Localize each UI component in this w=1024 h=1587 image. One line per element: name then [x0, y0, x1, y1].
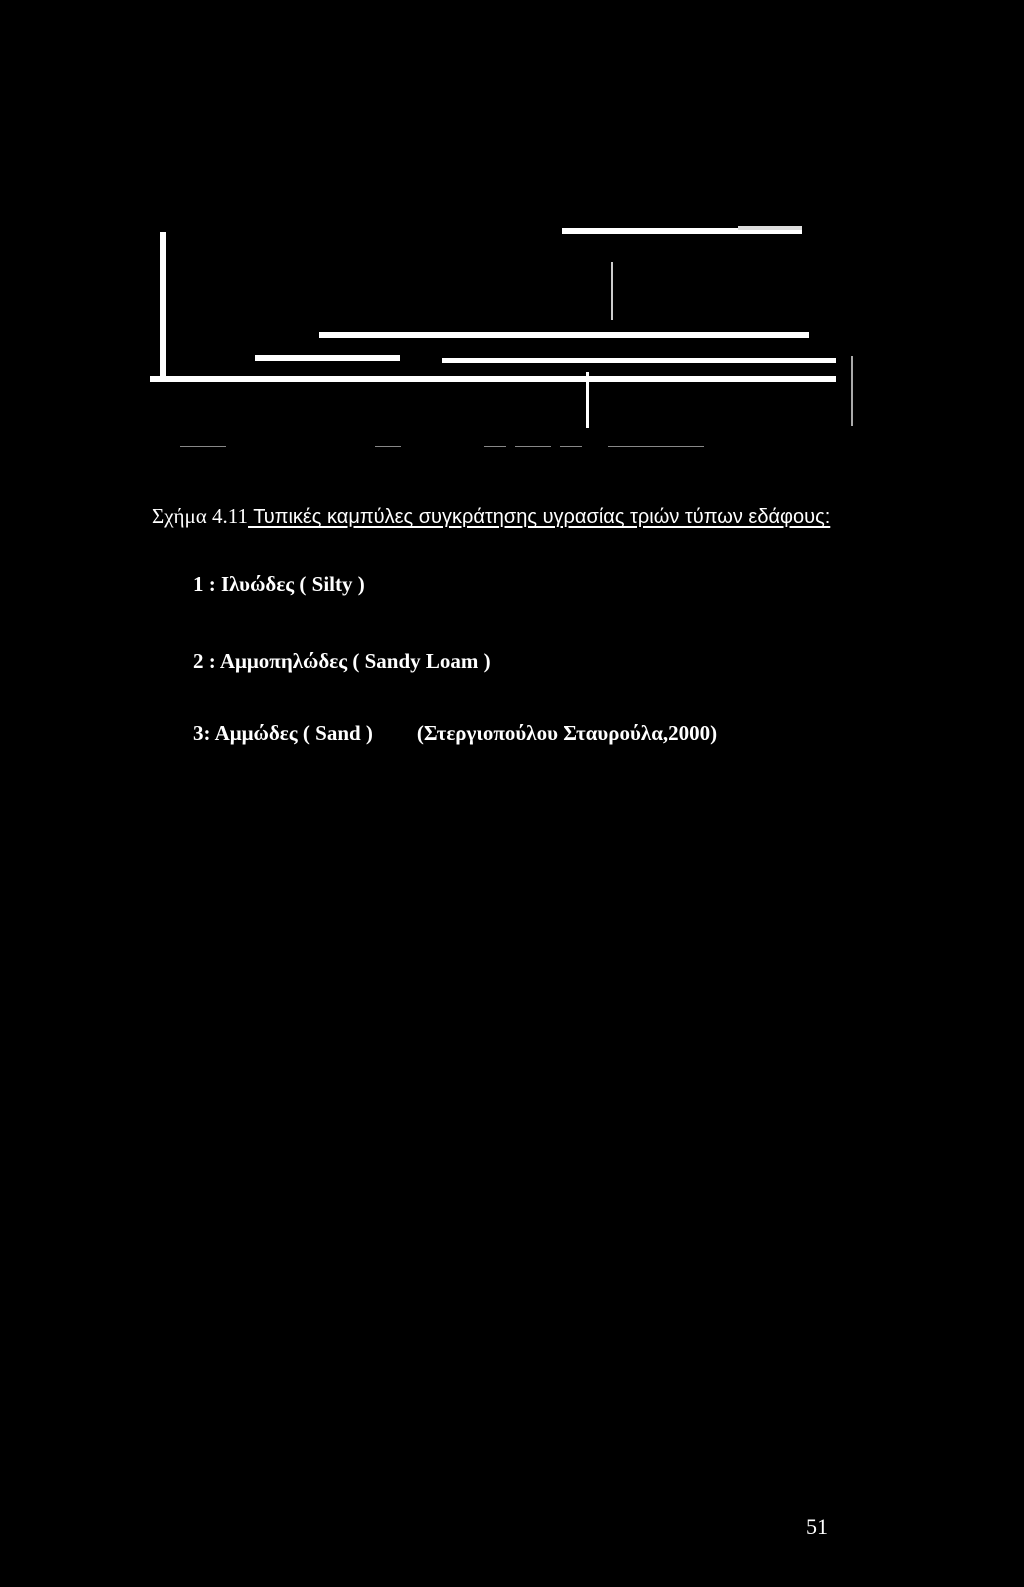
- legend-item-sand-text: 3: Αμμώδες ( Sand ): [193, 721, 373, 745]
- tick-line-5: [560, 446, 582, 447]
- legend-item-sand: [193, 720, 717, 746]
- right-edge-line: [851, 356, 853, 426]
- y-axis: [160, 232, 166, 382]
- curve-3-left: [255, 355, 400, 361]
- curve-2-plateau: [319, 332, 809, 338]
- curve-1-plateau-end: [738, 226, 802, 230]
- source-citation: (Στεργιοπούλου Σταυρούλα,2000): [416, 721, 718, 745]
- figure-graphic: [0, 0, 1024, 470]
- retention-curves-figure: [0, 0, 1024, 470]
- tick-line-1: [180, 446, 226, 447]
- figure-caption-text: Τυπικές καμπύλες συγκράτησης υγρασίας τριών τύπων εδάφους:: [248, 506, 831, 528]
- figure-label: Σχήμα 4.11: [152, 504, 249, 528]
- tick-line-4: [515, 446, 551, 447]
- curve-1-drop: [611, 262, 613, 320]
- x-axis: [150, 376, 836, 382]
- legend-item-sandy-loam: 2 : Αμμοπηλώδες ( Sandy Loam ): [193, 649, 491, 673]
- vertical-marker: [586, 372, 589, 428]
- curve-3-right: [442, 358, 836, 363]
- legend-item-silty: 1 : Ιλυώδες ( Silty ): [193, 572, 365, 596]
- figure-caption: [152, 503, 830, 530]
- tick-line-3: [484, 446, 506, 447]
- tick-line-6: [608, 446, 704, 447]
- tick-line-2: [375, 446, 401, 447]
- page-number: 51: [806, 1514, 828, 1539]
